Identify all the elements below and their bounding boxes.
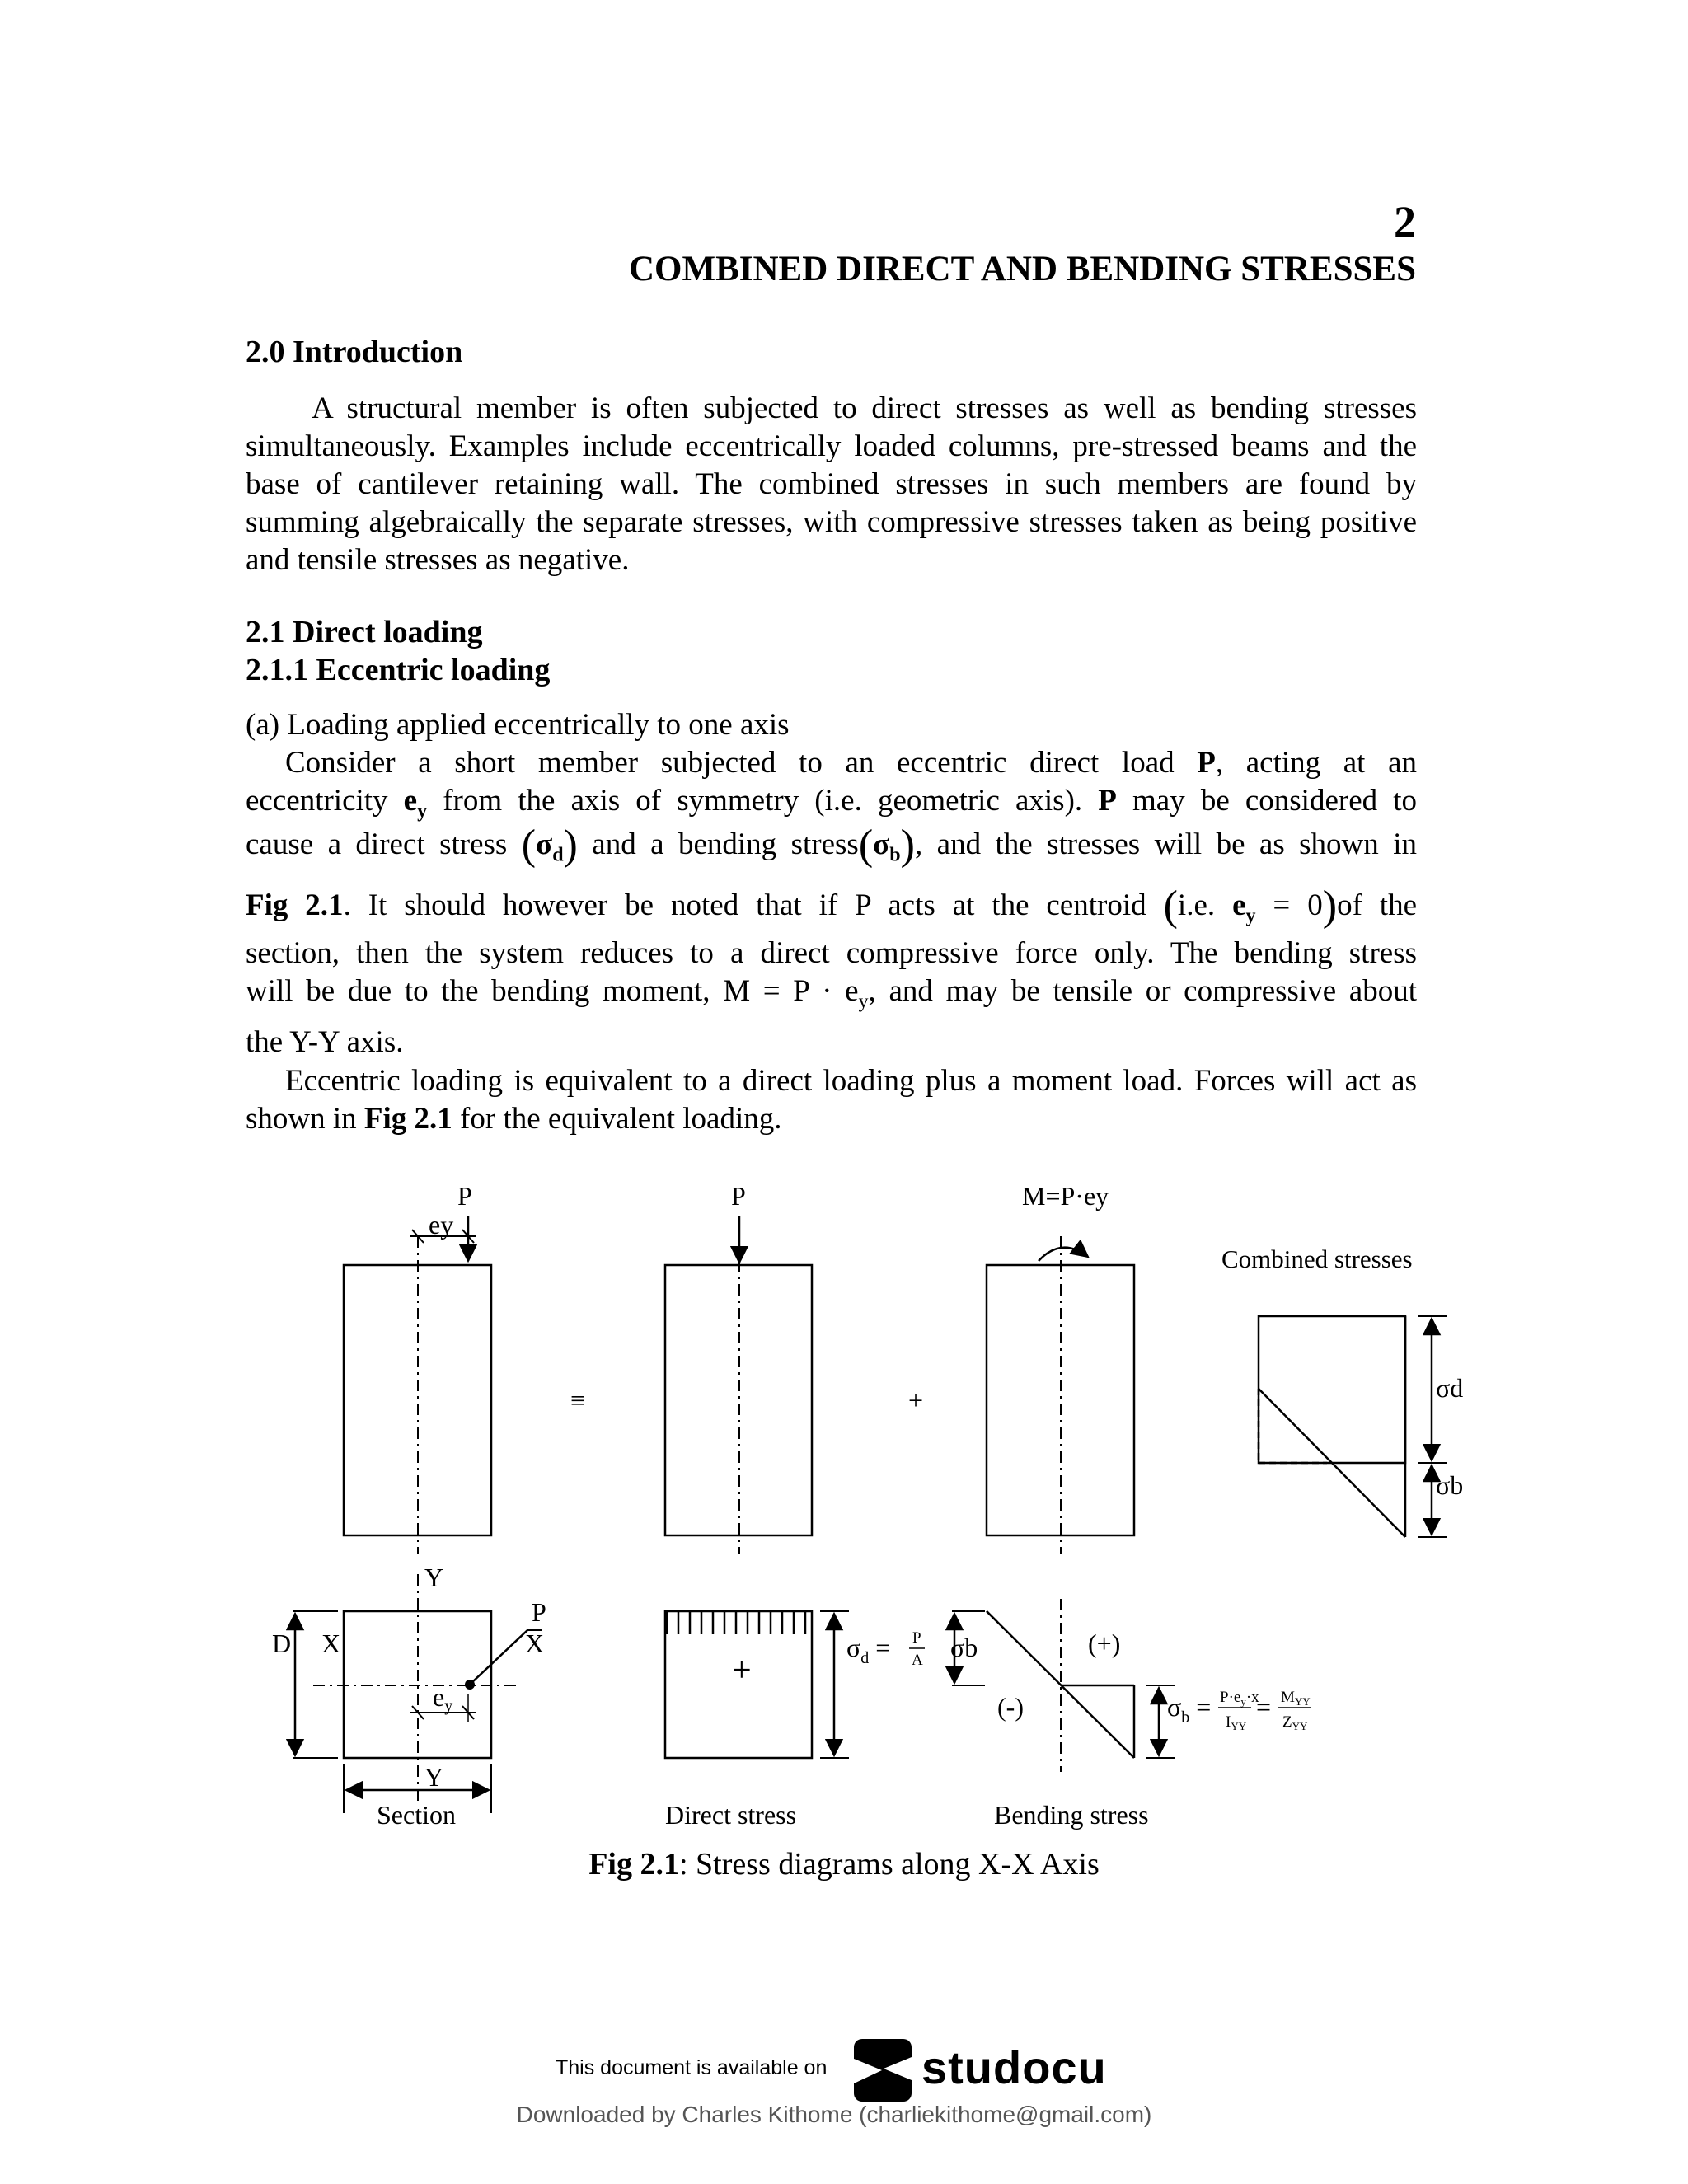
case-a-paragraph-2: Eccentric loading is equivalent to a direct loading plus a moment load. Forces will act as shown in Fig 2.1 for the equivalent loading. xyxy=(246,1064,1417,1136)
label-ey-section: ey xyxy=(433,1682,453,1715)
chapter-title: COMBINED DIRECT AND BENDING STRESSES xyxy=(628,250,1416,288)
case-a-line-6: will be due to the bending moment, $M = P \cdot e_y$, and may be tensile or compressive about xyxy=(246,974,1417,1013)
case-a-line-3: cause a direct stress $(\sigma_d)$ and a bending $stress(\sigma_b)$, and the stresses will be as shown in xyxy=(246,822,1417,869)
label-ey: ey xyxy=(429,1210,454,1240)
label-moment: M=P·ey xyxy=(1022,1181,1109,1211)
label-section: Section xyxy=(377,1800,456,1830)
case-a-line-2: eccentricity $e_y$ from the axis of symmetry (i.e. geometric axis). P may be considered to xyxy=(246,784,1418,823)
label-D: D xyxy=(272,1629,292,1658)
case-a-line-7: the Y-Y axis. xyxy=(246,1025,404,1059)
label-Y-bottom: Y xyxy=(424,1762,444,1792)
label-P-eccentric: P xyxy=(457,1181,472,1211)
intro-paragraph: A structural member is often subjected to direct stresses as well as bending stresses simultaneously. Examples include eccentrically loaded columns, pre-stressed beams and the base of cantilever retaining wall. The combined stresses in such members are found by summing algebraically the separate stresses, with compressive stresses taken as being positive and tensile stresses as negative. xyxy=(246,391,1417,577)
label-plus: + xyxy=(908,1385,924,1415)
label-Y-top: Y xyxy=(424,1563,444,1592)
formula-sigma-d-den: A xyxy=(912,1652,923,1669)
formula-sigma-d: $\sigma_d$ = xyxy=(846,1633,891,1667)
label-sigma-b-combined: σb xyxy=(1436,1470,1464,1500)
label-X-left: X xyxy=(321,1629,341,1658)
formula-sigma-b-den2: $Z_{YY}$ xyxy=(1282,1713,1308,1732)
combined-stress-rect xyxy=(1259,1316,1405,1463)
formula-sigma-b-num1: $P\cdot e_y\cdot x$ xyxy=(1220,1689,1259,1708)
label-combined-stresses: Combined stresses xyxy=(1221,1244,1413,1273)
subsection-heading: 2.1.1 Eccentric loading xyxy=(246,653,551,687)
label-P-direct: P xyxy=(731,1181,746,1211)
direct-stress-hatch xyxy=(667,1611,805,1634)
label-X-right: X xyxy=(525,1629,545,1658)
column-eccentric xyxy=(344,1265,491,1535)
intro-heading: 2.0 Introduction xyxy=(246,335,463,369)
formula-sigma-b-num2: $M_{YY}$ xyxy=(1281,1689,1311,1708)
case-a-label: (a) Loading applied eccentrically to one axis xyxy=(246,708,790,742)
footer-downloaded: Downloaded by Charles Kithome (charliekithome@gmail.com) xyxy=(516,2102,1152,2127)
column-moment xyxy=(987,1265,1134,1535)
studocu-brand[interactable]: studocu xyxy=(921,2041,1107,2093)
studocu-logo-icon xyxy=(851,2036,915,2103)
case-a-line-5: section, then the system reduces to a direct compressive force only. The bending stress xyxy=(246,936,1417,970)
label-direct-stress: Direct stress xyxy=(665,1800,797,1830)
footer-available: This document is available on xyxy=(556,2056,828,2079)
chapter-number: 2 xyxy=(1394,197,1416,246)
label-negative: (-) xyxy=(997,1692,1024,1722)
formula-sigma-b: $\sigma_b$ = xyxy=(1167,1692,1212,1727)
figure-2-1 xyxy=(247,1170,1464,1830)
label-plus-direct: + xyxy=(732,1652,752,1690)
case-a-line-1: Consider a short member subjected to an eccentric direct load P, acting at an xyxy=(285,746,1418,780)
label-P-section: P xyxy=(532,1597,546,1627)
label-equivalent: ≡ xyxy=(570,1385,586,1415)
column-direct xyxy=(665,1265,812,1535)
figure-caption: Fig 2.1: Stress diagrams along X-X Axis xyxy=(588,1847,1100,1882)
label-sigma-d-combined: σd xyxy=(1436,1373,1464,1403)
case-a-line-4: Fig 2.1. It should however be noted that if P acts at the centroid (i.e. $e_y = 0)of$ the xyxy=(246,883,1418,930)
label-bending-stress: Bending stress xyxy=(994,1800,1149,1830)
load-point xyxy=(465,1680,475,1690)
formula-sigma-d-num: P xyxy=(912,1629,921,1647)
formula-sigma-b-den1: $I_{YY}$ xyxy=(1226,1713,1247,1732)
section-heading: 2.1 Direct loading xyxy=(246,615,483,649)
label-sigma-b-bending: σb xyxy=(950,1633,978,1662)
formula-sigma-b-eq2: = xyxy=(1256,1692,1272,1722)
label-positive: (+) xyxy=(1088,1629,1121,1658)
